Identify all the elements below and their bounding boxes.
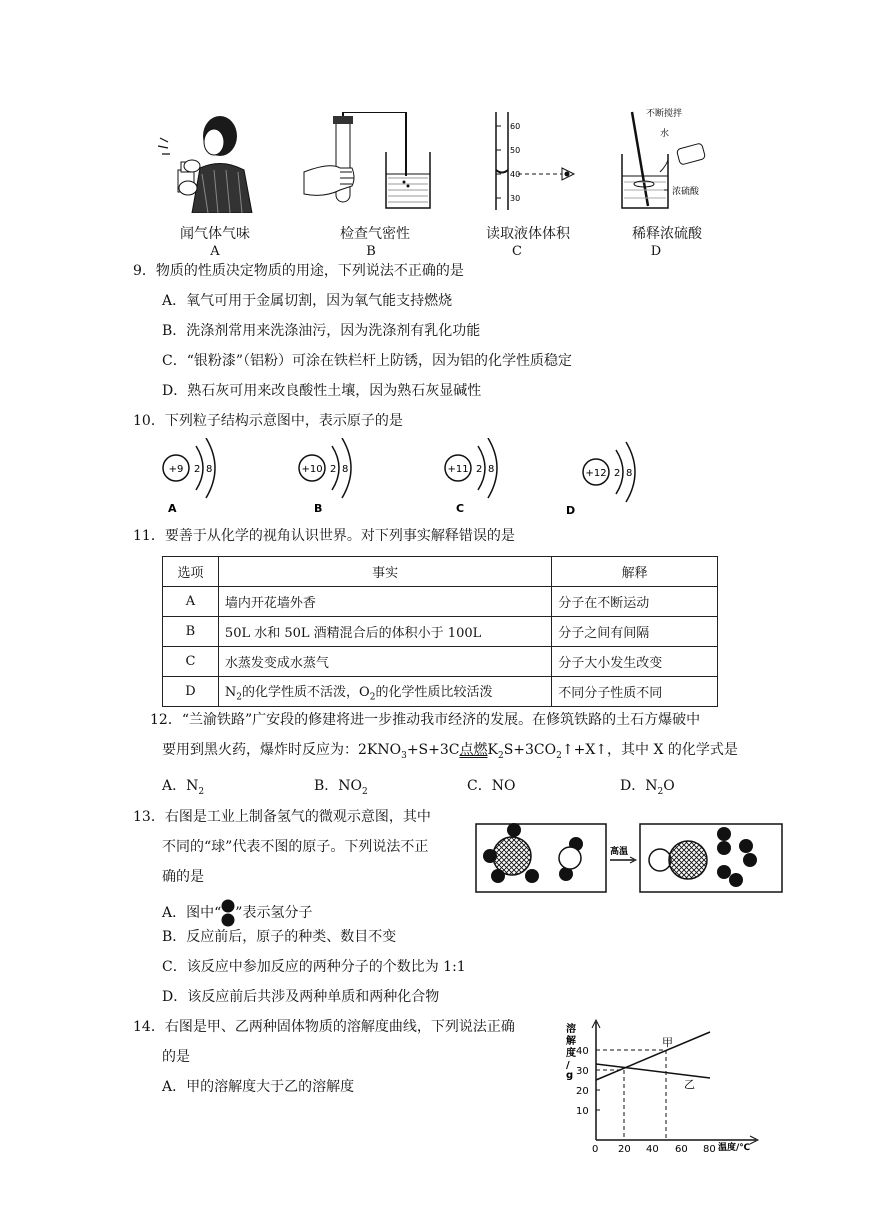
letter-d: D <box>650 244 662 259</box>
cell-option: B <box>163 617 219 647</box>
caption-a: 闻气体气味 <box>180 226 250 242</box>
q12-line2: 要用到黑火药，爆炸时反应为：$2KNO_3+S+3C$点燃$K_2S+3CO_2↑+X↑$，其中 X 的化学式是 <box>162 742 738 761</box>
xtick-80: 80 <box>703 1144 716 1155</box>
svg-text:8: 8 <box>488 464 495 475</box>
reaction-diagram <box>474 820 786 896</box>
svg-text:+12: +12 <box>585 468 607 479</box>
cell-fact: 墙内开花墙外香 <box>218 587 551 617</box>
cell-explanation: 不同分子性质不同 <box>552 677 718 707</box>
q13-option-d: D．该反应前后共涉及两种单质和两种化合物 <box>162 989 440 1005</box>
letter-b: B <box>366 244 376 259</box>
svg-text:2: 2 <box>614 468 621 479</box>
svg-text:2: 2 <box>194 464 201 475</box>
cell-fact: 水蒸发变成水蒸气 <box>218 647 551 677</box>
facts-table <box>162 556 718 707</box>
scale-40: 40 <box>510 170 521 179</box>
table-row <box>163 647 718 677</box>
q13-option-a: A．图中“ ”表示氢分子 <box>162 898 312 928</box>
scale-60: 60 <box>510 122 521 131</box>
q13-stem-3: 确的是 <box>162 869 204 885</box>
image-airtightness <box>300 112 450 212</box>
xtick-0: 0 <box>592 1144 599 1155</box>
svg-text:B: B <box>314 502 323 515</box>
cell-fact: $N_2$的化学性质不活泼，$O_2$的化学性质比较活泼 <box>218 677 551 707</box>
svg-text:+10: +10 <box>301 464 323 475</box>
q9-option-b: B．洗涤剂常用来洗涤油污，因为洗涤剂有乳化功能 <box>162 323 481 339</box>
header-option: 选项 <box>163 557 219 587</box>
svg-text:+11: +11 <box>447 464 469 475</box>
ylabel-char: / <box>566 1060 570 1071</box>
q13-option-c: C．该反应中参加反应的两种分子的个数比为 1:1 <box>162 959 466 975</box>
caption-c: 读取液体体积 <box>486 226 570 242</box>
q12-option-d: D．$N_2O$ <box>620 778 675 797</box>
label-acid: 浓硫酸 <box>672 187 700 197</box>
q12-option-c: C．NO <box>467 778 516 794</box>
svg-text:8: 8 <box>626 468 633 479</box>
svg-text:8: 8 <box>206 464 213 475</box>
xtick-20: 20 <box>618 1144 631 1155</box>
particle-d <box>566 442 635 516</box>
svg-text:D: D <box>566 504 576 516</box>
ylabel-char: 溶 <box>566 1024 576 1035</box>
ytick-20: 20 <box>576 1086 589 1097</box>
hydrogen-molecule-icon <box>221 898 235 928</box>
cell-fact: 50L 水和 50L 酒精混合后的体积小于 100L <box>218 617 551 647</box>
q9-option-d: D．熟石灰可用来改良酸性土壤，因为熟石灰显碱性 <box>162 383 482 399</box>
q14-stem-2: 的是 <box>162 1049 190 1065</box>
ytick-30: 30 <box>576 1066 589 1077</box>
q14-stem-1: 14．右图是甲、乙两种固体物质的溶解度曲线，下列说法正确 <box>133 1019 515 1035</box>
particle-c <box>445 438 497 515</box>
svg-text:A: A <box>168 502 177 515</box>
ytick-40: 40 <box>576 1046 589 1057</box>
cell-explanation: 分子在不断运动 <box>552 587 718 617</box>
q13-stem-1: 13．右图是工业上制备氢气的微观示意图，其中 <box>133 809 431 825</box>
ylabel-char: 度 <box>566 1048 576 1059</box>
scale-30: 30 <box>510 194 521 203</box>
svg-text:C: C <box>456 502 465 515</box>
xtick-60: 60 <box>675 1144 688 1155</box>
series-yi-line <box>596 1064 710 1078</box>
cell-option: C <box>163 647 219 677</box>
image-read-volume <box>478 112 588 212</box>
cell-option: A <box>163 587 219 617</box>
ylabel-char: 解 <box>566 1036 576 1047</box>
q14-option-a: A．甲的溶解度大于乙的溶解度 <box>162 1079 355 1095</box>
cell-explanation: 分子之间有间隔 <box>552 617 718 647</box>
q11-stem: 11．要善于从化学的视角认识世界。对下列事实解释错误的是 <box>133 528 515 544</box>
letter-a: A <box>210 244 220 259</box>
table-header-row <box>163 557 718 587</box>
image-dilute-acid <box>614 106 724 214</box>
q13-option-b: B．反应前后，原子的种类、数目不变 <box>162 929 397 945</box>
q12-option-b: B．$NO_2$ <box>314 778 368 797</box>
scale-50: 50 <box>510 146 521 155</box>
table-row <box>163 617 718 647</box>
svg-text:8: 8 <box>342 464 349 475</box>
label-stir: 不断搅拌 <box>646 109 683 119</box>
q12-line1: 12．“兰渝铁路”广安段的修建将进一步推动我市经济的发展。在修筑铁路的土石方爆破中 <box>150 712 701 728</box>
xtick-40: 40 <box>646 1144 659 1155</box>
x-axis-label: 温度/℃ <box>718 1143 751 1153</box>
q12-option-a: A．$N_2$ <box>162 778 205 797</box>
q9-option-c: C．“银粉漆”（铝粉）可涂在铁栏杆上防锈，因为铝的化学性质稳定 <box>162 353 573 369</box>
q9-option-a: A．氧气可用于金属切割，因为氧气能支持燃烧 <box>162 293 453 309</box>
image-smell-gas <box>152 108 262 213</box>
particle-a <box>163 438 215 515</box>
header-fact: 事实 <box>218 557 551 587</box>
svg-text:+9: +9 <box>168 464 184 475</box>
header-explanation: 解释 <box>552 557 718 587</box>
cell-explanation: 分子大小发生改变 <box>552 647 718 677</box>
particle-b <box>299 438 351 515</box>
arrow-label: 高温 <box>610 847 629 857</box>
svg-text:2: 2 <box>330 464 337 475</box>
caption-b: 检查气密性 <box>340 226 410 242</box>
q9-stem: 9．物质的性质决定物质的用途，下列说法不正确的是 <box>133 263 464 279</box>
svg-text:2: 2 <box>476 464 483 475</box>
letter-c: C <box>512 244 522 259</box>
label-water: 水 <box>660 129 670 139</box>
ytick-10: 10 <box>576 1106 589 1117</box>
table-row <box>163 587 718 617</box>
solubility-chart <box>560 1016 780 1156</box>
series-jia-line <box>596 1032 710 1080</box>
series-jia-label: 甲 <box>662 1036 673 1049</box>
series-yi-label: 乙 <box>684 1078 695 1091</box>
caption-d: 稀释浓硫酸 <box>632 226 702 242</box>
q10-stem: 10．下列粒子结构示意图中，表示原子的是 <box>133 413 403 429</box>
ylabel-char: g <box>566 1070 574 1081</box>
particle-diagrams <box>150 438 650 516</box>
q13-stem-2: 不同的“球”代表不图的原子。下列说法不正 <box>162 839 429 855</box>
cell-option: D <box>163 677 219 707</box>
table-row <box>163 677 718 707</box>
